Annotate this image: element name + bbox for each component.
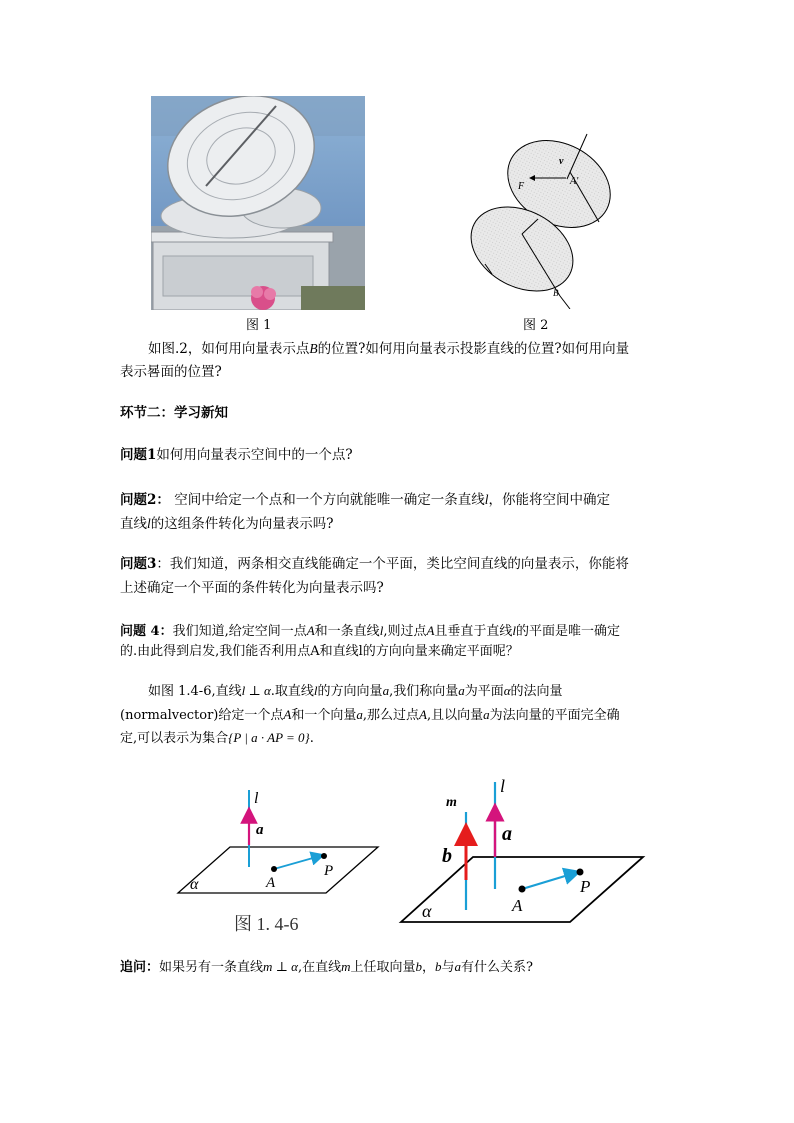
normal-vector-line-1: 如图 1.4-6,直线l ⊥ α.取直线l的方向向量a,我们称向量a为平面α的法向量 — [148, 683, 563, 699]
figure1-caption: 图 1 — [246, 318, 272, 333]
figure2-caption: 图 2 — [523, 318, 549, 333]
label-A-right: A — [512, 896, 523, 915]
question-1: 问题1如何用向量表示空间中的一个点? — [120, 447, 353, 463]
label-a: a — [256, 822, 264, 838]
section2-title: 环节二：学习新知 — [120, 405, 228, 421]
question-4-line-1: 问题 4：我们知道,给定空间一点A和一条直线l,则过点A且垂直于直线l的平面是唯一确定 — [120, 623, 621, 639]
two-normal-lines-diagram — [398, 772, 648, 928]
question-2-line-2: 直线l的这组条件转化为向量表示吗? — [120, 516, 334, 532]
sundial-projection-diagram — [462, 124, 627, 309]
followup-question: 追问：如果另有一条直线m ⊥ α,在直线m上任取向量b，b与a有什么关系? — [120, 959, 534, 975]
question-2-line-1: 问题2： 空间中给定一个点和一个方向就能唯一确定一条直线l，你能将空间中确定 — [120, 492, 610, 508]
label-a-right: a — [502, 823, 512, 845]
label-F: F — [518, 181, 525, 192]
question-3-line-2: 上述确定一个平面的条件转化为向量表示吗? — [120, 580, 384, 596]
label-alpha-right: α — [422, 901, 432, 921]
question-4-line-2: 的.由此得到启发,我们能否利用点A和直线l的方向向量来确定平面呢？ — [120, 644, 519, 659]
set-expression: {P | a · AP = 0} — [228, 730, 310, 745]
label-A: A — [266, 875, 276, 891]
label-b: b — [442, 845, 452, 867]
normal-vector-line-3: 定,可以表示为集合{P | a · AP = 0}. — [120, 730, 314, 746]
question-3-line-1: 问题3：我们知道，两条相交直线能确定一个平面，类比空间直线的向量表示，你能将 — [120, 556, 629, 572]
label-P-right: P — [580, 877, 591, 896]
intro-line-1: 如图.2，如何用向量表示点B的位置?如何用向量表示投影直线的位置?如何用向量 — [148, 341, 630, 357]
label-A-prime: A′ — [570, 176, 579, 187]
normal-vector-line-2: (normalvector)给定一个点A和一个向量a,那么过点A,且以向量a为法向量的平面完全确 — [120, 707, 620, 723]
figure-1-4-6-caption: 图 1. 4-6 — [234, 914, 299, 934]
figure-1-4-6-diagram — [168, 785, 383, 940]
label-l: l — [254, 790, 259, 807]
label-alpha: α — [190, 876, 199, 893]
label-m: m — [446, 795, 457, 810]
sundial-photo — [151, 96, 365, 310]
label-P: P — [324, 863, 334, 879]
label-B: B — [553, 288, 559, 298]
label-l-right: l — [500, 776, 506, 796]
label-v: v — [559, 156, 564, 167]
intro-line-2: 表示晷面的位置? — [120, 364, 222, 380]
